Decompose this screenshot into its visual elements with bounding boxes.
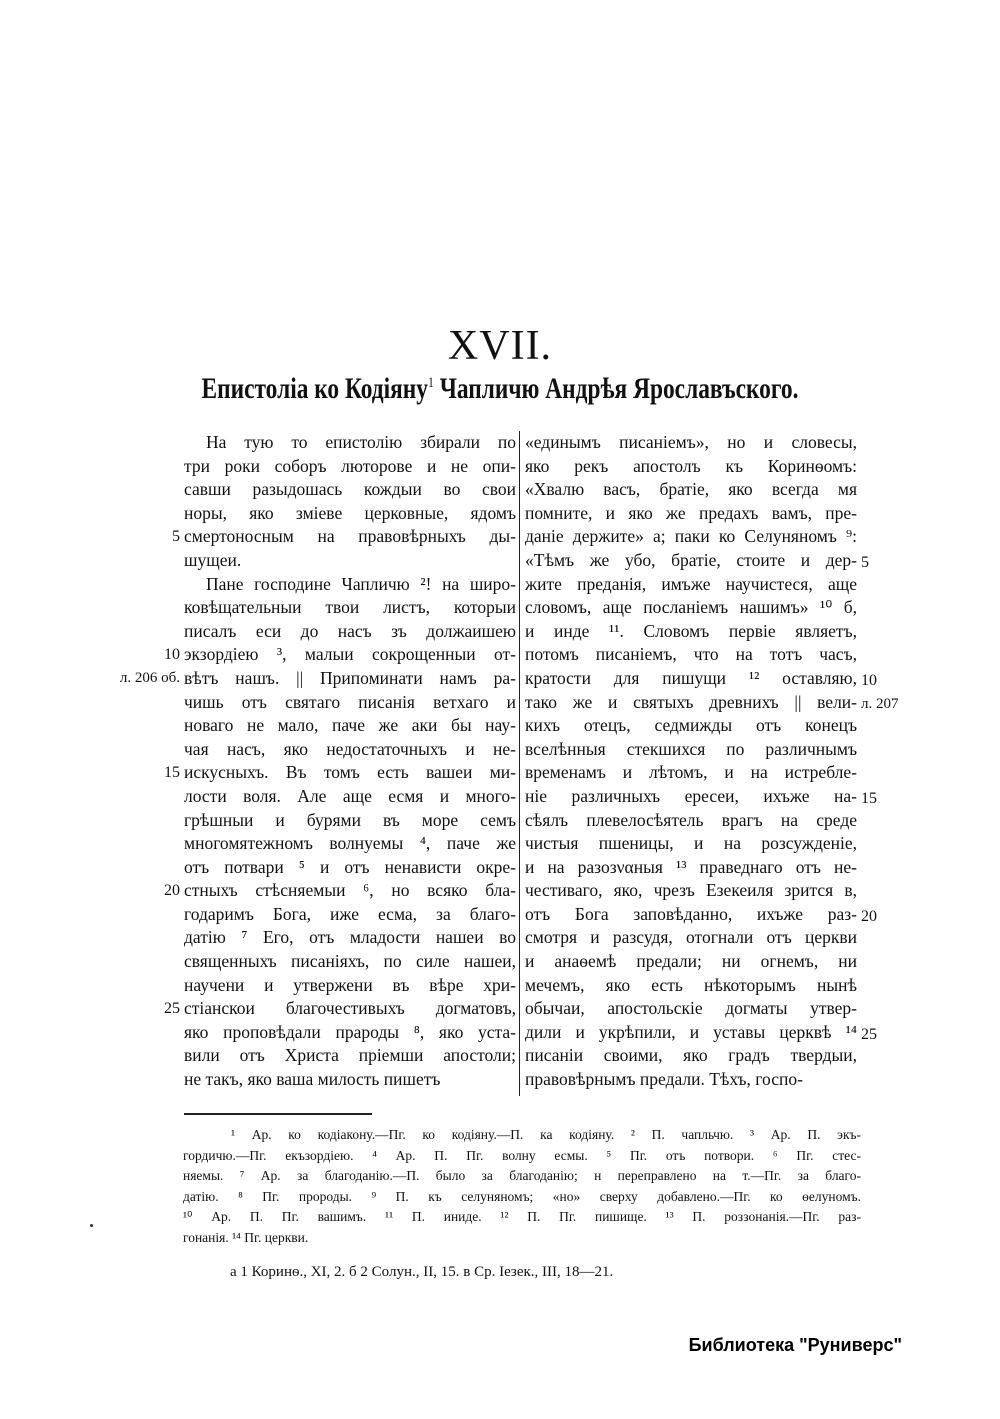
line-number: 10 (861, 672, 877, 689)
library-watermark: Библиотека "Руниверс" (688, 1335, 902, 1355)
text-line: тако же и святыхъ древнихъ || вели- (525, 691, 857, 712)
text-line: савши разыдошась кождыи во свои (184, 479, 516, 500)
text-line: отъ потвари ⁵ и отъ ненависти окре- (184, 856, 516, 877)
text-line: искусныхъ. Въ томъ есть вашеи ми- (184, 762, 516, 783)
text-line: потомъ писанiемъ, что на тотъ часъ, (525, 644, 857, 665)
text-line: не такъ, яко ваша милость пишетъ (184, 1069, 441, 1090)
title-text: Епистолiа ко Кодiяну (201, 372, 428, 405)
text-line: яко рекъ апостолъ къ Коринѳомъ: (525, 455, 857, 476)
line-number: 15 (164, 764, 180, 782)
title-rest: Чапличю Андрѣя Ярославъского. (439, 372, 799, 405)
text-line: «единымъ писанiемъ», но и словесы, (525, 432, 857, 452)
text-line: обычаи, апостольскiе догматы утвер- (525, 998, 857, 1019)
text-line: отъ Бога заповѣданно, ихъже раз- (525, 903, 857, 924)
footnote-rule (184, 1113, 372, 1115)
text-line: данiе держите» а; паки ко Селуняномъ ⁹: (525, 526, 857, 547)
footnote-line: ¹⁰ Ар. П. Пг. вашимъ. ¹¹ П. иниде. ¹² П. Пг. пишище. ¹³ П. роззонанiя.—Пг. раз- (183, 1209, 861, 1224)
footnote-line: няемы. ⁷ Ар. за благоданiю.—П. было за благоданiю; н переправлено на т.—Пг. за благо- (183, 1168, 861, 1183)
text-line: сѣялъ плевелосѣятель врагъ на среде (525, 809, 857, 830)
text-line: Пане господине Чапличю ²! на широ- (206, 573, 516, 594)
text-line: шущеи. (184, 549, 242, 570)
left-column (184, 431, 516, 1092)
text-line: смертоносным на правовѣрныхъ ды- (184, 526, 516, 547)
text-line: научени и утвержени въ вѣре хри- (184, 974, 516, 995)
line-number: 5 (172, 528, 180, 546)
text-line: дили и укрѣпили, и уставы церквѣ ¹⁴ (525, 1021, 857, 1042)
text-line: стiанскои благочестивыхъ догматовъ, (184, 998, 516, 1019)
footnote-line: ¹ Ар. ко кодiакону.—Пг. ко кодiяну.—П. ка кодiяну. ² П. чапльчю. ³ Ар. П. экъ- (231, 1127, 861, 1142)
line-number: 25 (164, 1000, 180, 1018)
text-line: вѣтъ нашъ. || Припоминати намъ ра- (184, 667, 516, 688)
text-line: писаніи своими, яко градъ твердыи, (525, 1045, 857, 1066)
text-line: правовѣрнымъ предали. Тѣхъ, госпо- (525, 1069, 803, 1090)
column-divider (519, 431, 520, 1096)
text-line: грѣшныи и бурями въ море семъ (184, 809, 516, 830)
text-line: временамъ и лѣтомъ, и на истребле- (525, 762, 857, 783)
text-line: помните, и яко же предахъ вамъ, пре- (525, 502, 857, 523)
text-line: мечемъ, яко есть нѣкоторымъ нынѣ (525, 974, 857, 995)
text-line: кратости для пишущи ¹² оставляю, (525, 667, 857, 688)
text-line: честиваго, яко, чрезъ Езекеиля зрится в, (525, 880, 857, 901)
text-line: и анаѳемѣ предали; ни огнемъ, ни (525, 951, 857, 972)
text-line: смотря и разсудя, отогнали отъ церкви (525, 927, 857, 948)
text-line: многомятежномъ волнуемы ⁴, паче же (184, 833, 516, 854)
footnotes (183, 1125, 861, 1248)
scripture-references: а 1 Коринѳ., XI, 2. б 2 Солун., II, 15. в Ср. Iезек., III, 18—21. (230, 1264, 614, 1280)
text-line: яко проповѣдали прароды ⁸, яко уста- (184, 1021, 516, 1042)
right-column (525, 431, 857, 1092)
footnote-line: гонанiя. ¹⁴ Пг. церкви. (183, 1229, 309, 1245)
line-number: 10 (164, 646, 180, 664)
text-line: экзордiею ³, малыи сокрощенныи от- (184, 644, 516, 665)
text-line: стныхъ стѣсняемыи ⁶, но всяко бла- (184, 880, 516, 901)
stray-mark (90, 1224, 93, 1227)
text-line: На тую то епистолiю збирали по (206, 432, 516, 452)
text-line: норы, яко змiеве церковные, ядомъ (184, 502, 516, 523)
line-number: 20 (164, 882, 180, 900)
text-line: «Тѣмъ же убо, братiе, стоите и дер- (525, 549, 857, 570)
text-line: чая насъ, яко недостаточныхъ и не- (184, 738, 516, 759)
text-line: датiю ⁷ Его, отъ младости нашеи во (184, 927, 516, 948)
text-line: новаго не мало, паче же аки бы нау- (184, 715, 516, 736)
text-line: три роки соборъ люторове и не опи- (184, 455, 516, 476)
line-number: л. 207 (861, 695, 899, 712)
text-line: ковѣщательныи твои листъ, которыи (184, 597, 516, 618)
text-line: и на разозναныя ¹³ праведнаго отъ не- (525, 856, 857, 877)
line-number: 25 (861, 1026, 877, 1043)
text-line: «Хвалю васъ, братiе, яко всегда мя (525, 479, 857, 500)
text-line: годаримъ Бога, иже есма, за благо- (184, 903, 516, 924)
footnote-line: датiю. ⁸ Пг. пророды. ⁹ П. къ селуняномъ; «но» сверху добавлено.—Пг. ко ѳелуномъ. (183, 1188, 861, 1204)
text-line: и инде ¹¹. Словомъ первiе являетъ, (525, 620, 857, 641)
chapter-number: XVII. (447, 323, 553, 369)
line-number: 5 (861, 554, 869, 571)
text-line: жите преданiя, имъже научистеся, аще (525, 573, 857, 594)
line-number: л. 206 об. (119, 670, 180, 686)
epistle-title (110, 372, 890, 406)
text-line: писалъ еси до насъ зъ должаишею (184, 620, 516, 641)
footnote-line: гордичю.—Пг. екъзордiею. ⁴ Ар. П. Пг. волну есмы. ⁵ Пг. отъ потвори. ⁶ Пг. стес- (183, 1147, 861, 1163)
text-line: вселѣнныя стекшихся по различнымъ (525, 738, 857, 759)
text-line: священныхъ писанiяхъ, по силе нашеи, (184, 951, 516, 972)
text-line: вили отъ Христа прiемши апостоли; (184, 1045, 516, 1066)
text-line: нiе различныхъ ересеи, ихъже на- (525, 785, 857, 806)
line-number: 15 (861, 790, 877, 807)
text-line: словомъ, аще посланiемъ нашимъ» ¹⁰ б, (525, 597, 857, 618)
text-line: чистыя пшеницы, и на розсужденiе, (525, 833, 857, 854)
text-line: лости воля. Але аще есмя и много- (184, 785, 516, 806)
text-line: кихъ отецъ, седмижды отъ конецъ (525, 715, 857, 736)
title-footnote-mark: 1 (427, 375, 434, 391)
text-line: чишь отъ святаго писанiя ветхаго и (184, 691, 516, 712)
line-number: 20 (861, 908, 877, 925)
